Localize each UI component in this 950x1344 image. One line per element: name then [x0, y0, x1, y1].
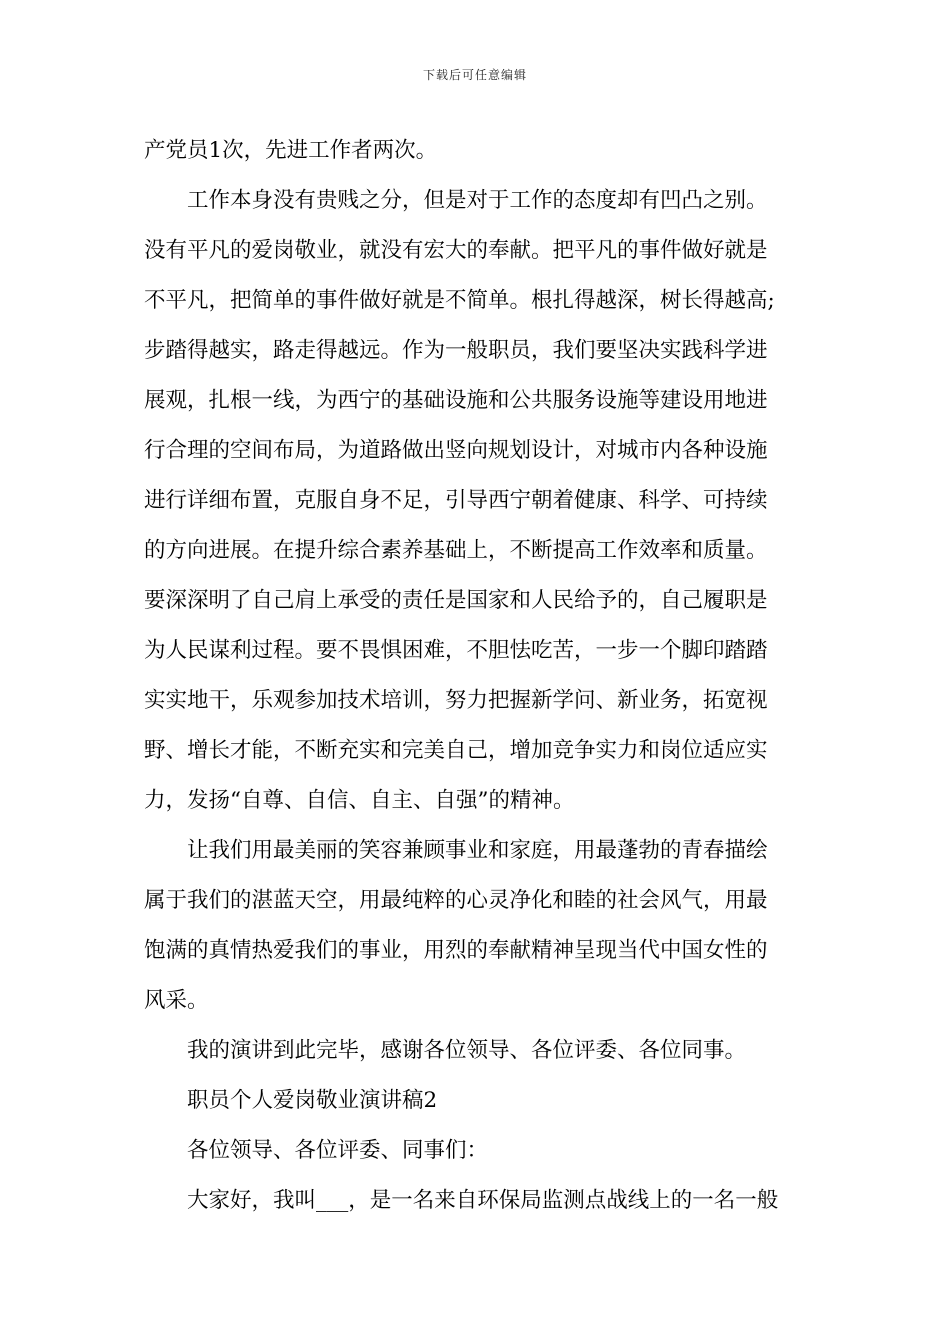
text-line: 风采。	[144, 988, 209, 1013]
paragraph	[144, 1026, 806, 1076]
paragraph	[144, 176, 806, 826]
text-line: 要深深明了自己肩上承受的责任是国家和人民给予的，自己履职是	[144, 588, 768, 613]
text-line: 不平凡，把简单的事件做好就是不简单。根扎得越深，树长得越高;	[144, 288, 775, 313]
text-line: 我的演讲到此完毕，感谢各位领导、各位评委、各位同事。	[187, 1038, 747, 1063]
paragraph	[144, 1126, 806, 1176]
text-line: 力，发扬“自尊、自信、自主、自强”的精神。	[144, 788, 575, 813]
text-line: 各位领导、各位评委、同事们：	[187, 1138, 489, 1163]
text-line: 为人民谋利过程。要不畏惧困难，不胆怯吃苦，一步一个脚印踏踏	[144, 638, 768, 663]
text-line: 实实地干，乐观参加技术培训，努力把握新学问、新业务，拓宽视	[144, 688, 768, 713]
text-line: 的方向进展。在提升综合素养基础上，不断提高工作效率和质量。	[144, 538, 768, 563]
text-line: 职员个人爱岗敬业演讲稿2	[187, 1088, 438, 1113]
text-line: 工作本身没有贵贱之分，但是对于工作的态度却有凹凸之别。	[187, 188, 768, 213]
document-body	[144, 126, 806, 1226]
text-line: 让我们用最美丽的笑容兼顾事业和家庭，用最蓬勃的青春描绘	[187, 838, 768, 863]
text-line: 行合理的空间布局，为道路做出竖向规划设计，对城市内各种设施	[144, 438, 768, 463]
text-line: 产党员1次，先进工作者两次。	[144, 138, 438, 163]
text-line: 进行详细布置，克服自身不足，引导西宁朝着健康、科学、可持续	[144, 488, 768, 513]
page-header: 下载后可任意编辑	[422, 68, 527, 82]
text-line: 步踏得越实，路走得越远。作为一般职员，我们要坚决实践科学进	[144, 338, 768, 363]
paragraph	[144, 126, 806, 176]
text-line: 没有平凡的爱岗敬业，就没有宏大的奉献。把平凡的事件做好就是	[144, 238, 768, 263]
text-line: 大家好，我叫___，是一名来自环保局监测点战线上的一名一般	[187, 1188, 779, 1213]
paragraph	[144, 1076, 806, 1126]
paragraph	[144, 1176, 806, 1226]
text-line: 野、增长才能，不断充实和完美自己，增加竞争实力和岗位适应实	[144, 738, 768, 763]
text-line: 属于我们的湛蓝天空，用最纯粹的心灵净化和睦的社会风气，用最	[144, 888, 768, 913]
text-line: 饱满的真情热爱我们的事业，用烈的奉献精神呈现当代中国女性的	[144, 938, 768, 963]
paragraph	[144, 826, 806, 1026]
text-line: 展观，扎根一线，为西宁的基础设施和公共服务设施等建设用地进	[144, 388, 768, 413]
